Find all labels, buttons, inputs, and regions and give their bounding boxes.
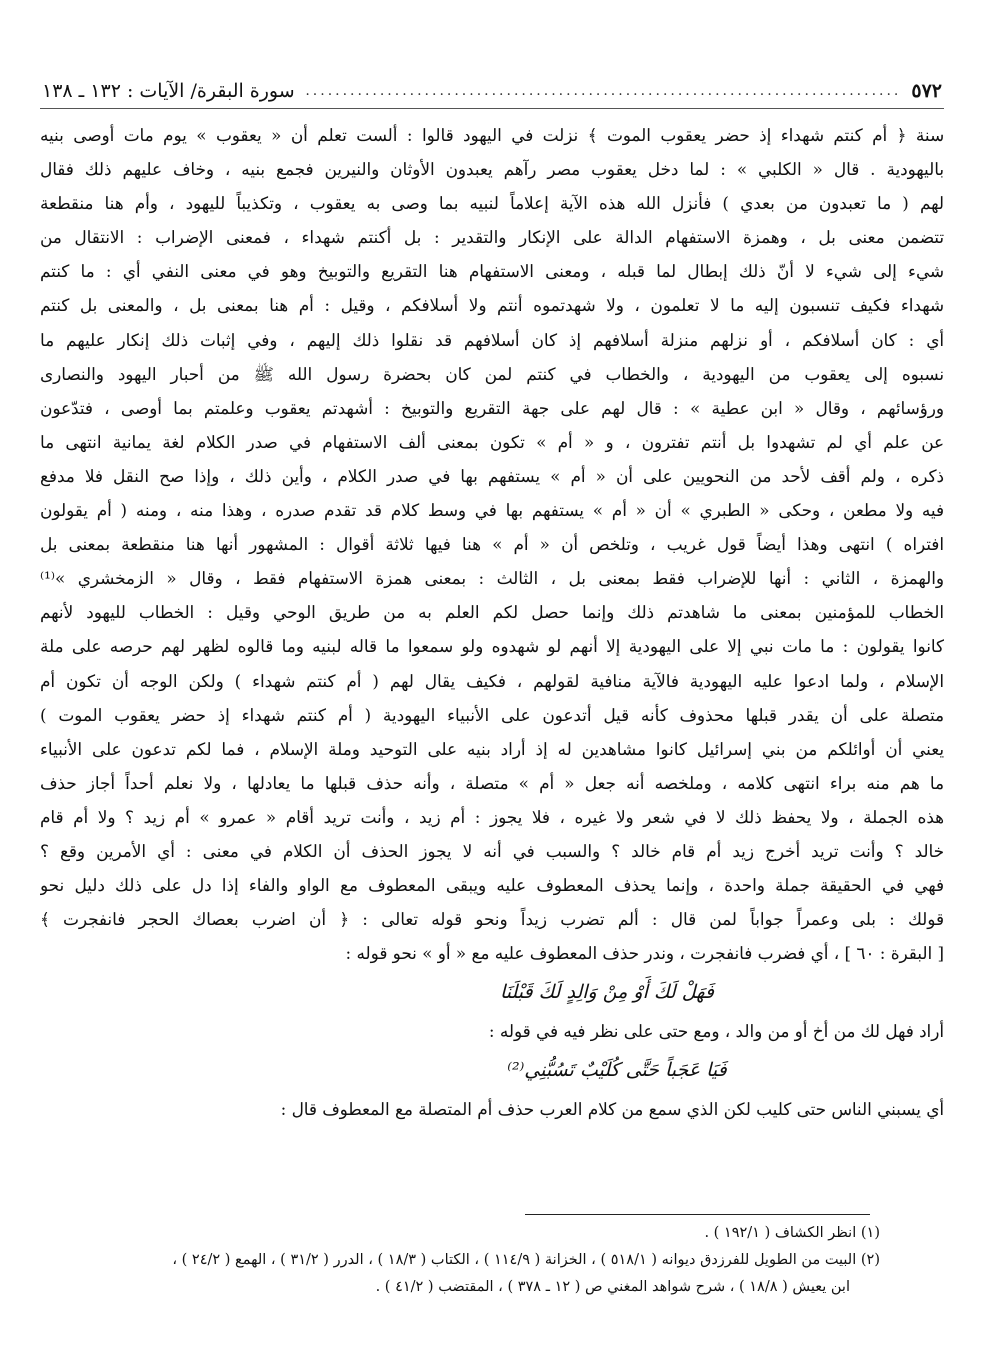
poetry-verse: فَيَا عَجَباً حَتَّى كُلَيْبٌ تَسُبُّنِي⁽²⁾ [507,1059,727,1082]
footnotes [40,1220,880,1301]
text-line: والهمزة ، الثاني : أنها للإضراب فقط بمعنى بل ، الثالث : بمعنى همزة الاستفهام فقط ، وقال « الزمخشري »⁽¹⁾ [40,568,944,589]
text-line: شهداء فكيف تنسبون إليه ما لا تعلمون ، ولا شهدتموه أنتم ولا أسلافكم ، وقيل : أم هنا بمعنى بل ، والمعنى بل كنتم [40,295,944,316]
text-line: فهي في الحقيقة جملة واحدة ، وإنما يحذف المعطوف عليه ويبقى المعطوف مع الواو والفاء إذا دل على ذلك دليل نحو [40,875,944,896]
page-number: ٥٧٢ [911,80,942,102]
chapter-title: سورة البقرة/ الآيات : ١٣٢ ـ ١٣٨ [42,80,295,102]
footnote-rule [525,1214,870,1215]
text-line: افتراه ) انتهى وهذا أيضاً قول غريب ، وتلخص أن « أم » هنا فيها ثلاثة أقوال : المشهور أنها هنا منقطعة بمعنى بل [40,534,944,555]
footnote: (١) انظر الكشاف ( ١٩٢/١ ) . [704,1225,880,1241]
footnote-continuation: ابن يعيش ( ١٨/٨ ) ، شرح شواهد المغني ص ( ١٢ ـ ٣٧٨ ) ، المقتضب ( ٤١/٢ ) . [375,1279,850,1295]
text-line: متصلة على أن يقدر قبلها محذوف كأنه قيل أتدعون على الأنبياء اليهودية ( أم كنتم شهداء إذ حضر يعقوب الموت ) [40,704,944,725]
text-line: فيه ولا مطعن ، وحكى « الطبري » أن « أم » يستفهم بها في وسط كلام قد تقدم صدره ، وهذا منه ، ومنه ( أم يقولون [40,500,944,521]
text-line: ورؤسائهم ، وقال « ابن عطية » : قال لهم على جهة التقريع والتوبيخ : أشهدتم يعقوب وعلمتم بما أوصى ، فتدّعون [40,397,944,418]
text-line: الإسلام ، ولما ادعوا عليه اليهودية فالآية منافية لقولهم ، فكيف يقال لهم ( أم كنتم شهداء ) ولكن الوجه أن تكون أم [40,670,944,691]
main-text [40,118,944,1198]
text-line: عن علم أي لم تشهدوا بل أنتم تفترون ، و « أم » تكون بمعنى ألف الاستفهام في صدر الكلام لغة يمانية انتهى ما [40,431,944,452]
text-line: هذه الجملة ، ولا يحفظ ذلك لا في شعر ولا غيره ، فلا يجوز : أم زيد ، وأنت تريد أقام « عمرو » أم زيد ؟ ولا أم قام [40,806,944,827]
text-line: أي : كان أسلافكم ، أو نزلهم منزلة أسلافهم إذ كان أسلافهم قد نقلوا ذلك إليهم ، وفي إثبات ذلك إنكار عليهم ما [40,329,944,350]
text-line: باليهودية . قال « الكلبي » : لما دخل يعقوب مصر رآهم يعبدون الأوثان والنيرين فجمع بنيه ، وخاف عليهم ذلك فقال [40,159,944,180]
text-line: ما هم منه براء انتهى كلامه ، وملخصه أنه جعل « أم » متصلة ، وأنه حذف قبلها ما يعادلها ، ولا نعلم أحداً أجاز حذف [40,772,944,793]
text-line: أراد فهل لك من أخ أو من والد ، ومع حتى على نظر فيه في قوله : [488,1021,944,1042]
text-line: كانوا يقولون : ما مات نبي إلا على اليهودية إلا أنهم لو شهدوه ولو سمعوا ما قاله لبنيه وما قالوه لظهر لهم حرصه على ملة [40,636,944,657]
leader-dots [305,83,902,99]
text-line: أي يسبني الناس حتى كليب لكن الذي سمع من كلام العرب حذف أم المتصلة مع المعطوف قال : [280,1099,944,1120]
text-line: شيء إلى شيء لا أنّ ذلك إبطال لما قبله ، ومعنى الاستفهام هنا التقريع والتوبيخ وهو في معنى النفي أي : ما كنتم [40,261,944,282]
text-line: [ البقرة : ٦٠ ] ، أي فضرب فانفجرت ، وندر حذف المعطوف عليه مع « أو » نحو قوله : [345,943,944,964]
text-line: تتضمن معنى بل ، وهمزة الاستفهام الدالة على الإنكار والتقدير : بل أكنتم شهداء ، فمعنى الإضراب : الانتقال من [40,227,944,248]
poetry-verse: فَهَلْ لَكَ أَوْ مِنْ وَالِدٍ لَكَ قَبْلَنَا [499,981,714,1004]
text-line: لهم ( ما تعبدون من بعدي ) فأنزل الله هذه الآية إعلاماً لنبيه بما وصى به يعقوب ، وتكذيباً لليهود ، وأم هنا منقطعة [40,193,944,214]
text-line: قولك : بلى وعمراً جواباً لمن قال : ألم تضرب زيداً ونحو قوله تعالى : ﴿ أن اضرب بعصاك الحجر فانفجرت ﴾ [40,909,944,930]
running-header [42,74,942,108]
text-line: سنة ﴿ أم كنتم شهداء إذ حضر يعقوب الموت ﴾ نزلت في اليهود قالوا : ألست تعلم أن « يعقوب » يوم مات أوصى بنيه [40,125,944,145]
text-line: خالد ؟ وأنت تريد أخرج زيد أم قام خالد ؟ والسبب في أنه لا يجوز الحذف أن الكلام في معنى : أي الأمرين وقع ؟ [40,840,944,861]
text-line: يعني أن أوائلكم من بني إسرائيل كانوا مشاهدين له إذ أراد بنيه على التوحيد وملة الإسلام ، فما لكم تدعون على الأنبياء [40,738,944,759]
text-line: ذكره ، ولم أقف لأحد من النحويين على أن « أم » يستفهم بها في صدر الكلام ، وأين ذلك ، وإذا صح النقل فلا مدفع [40,465,944,486]
header-rule [40,108,944,109]
footnote: (٢) البيت من الطويل للفرزدق ديوانه ( ٥١٨/١ ) ، الخزانة ( ١١٤/٩ ) ، الكتاب ( ١٨/٣ ) ، الدرر ( ٣١/٢ ) ، الهمع ( ٢٤/٢ ) ، [172,1252,880,1268]
text-line: نسبوه إلى يعقوب من اليهودية ، والخطاب في كنتم لمن كان بحضرة رسول الله ﷺ من أحبار اليهود والنصارى [40,363,944,384]
text-line: الخطاب للمؤمنين بمعنى ما شاهدتم ذلك وإنما حصل لكم العلم به من طريق الوحي وقيل : الخطاب لليهود لأنهم [40,602,944,623]
